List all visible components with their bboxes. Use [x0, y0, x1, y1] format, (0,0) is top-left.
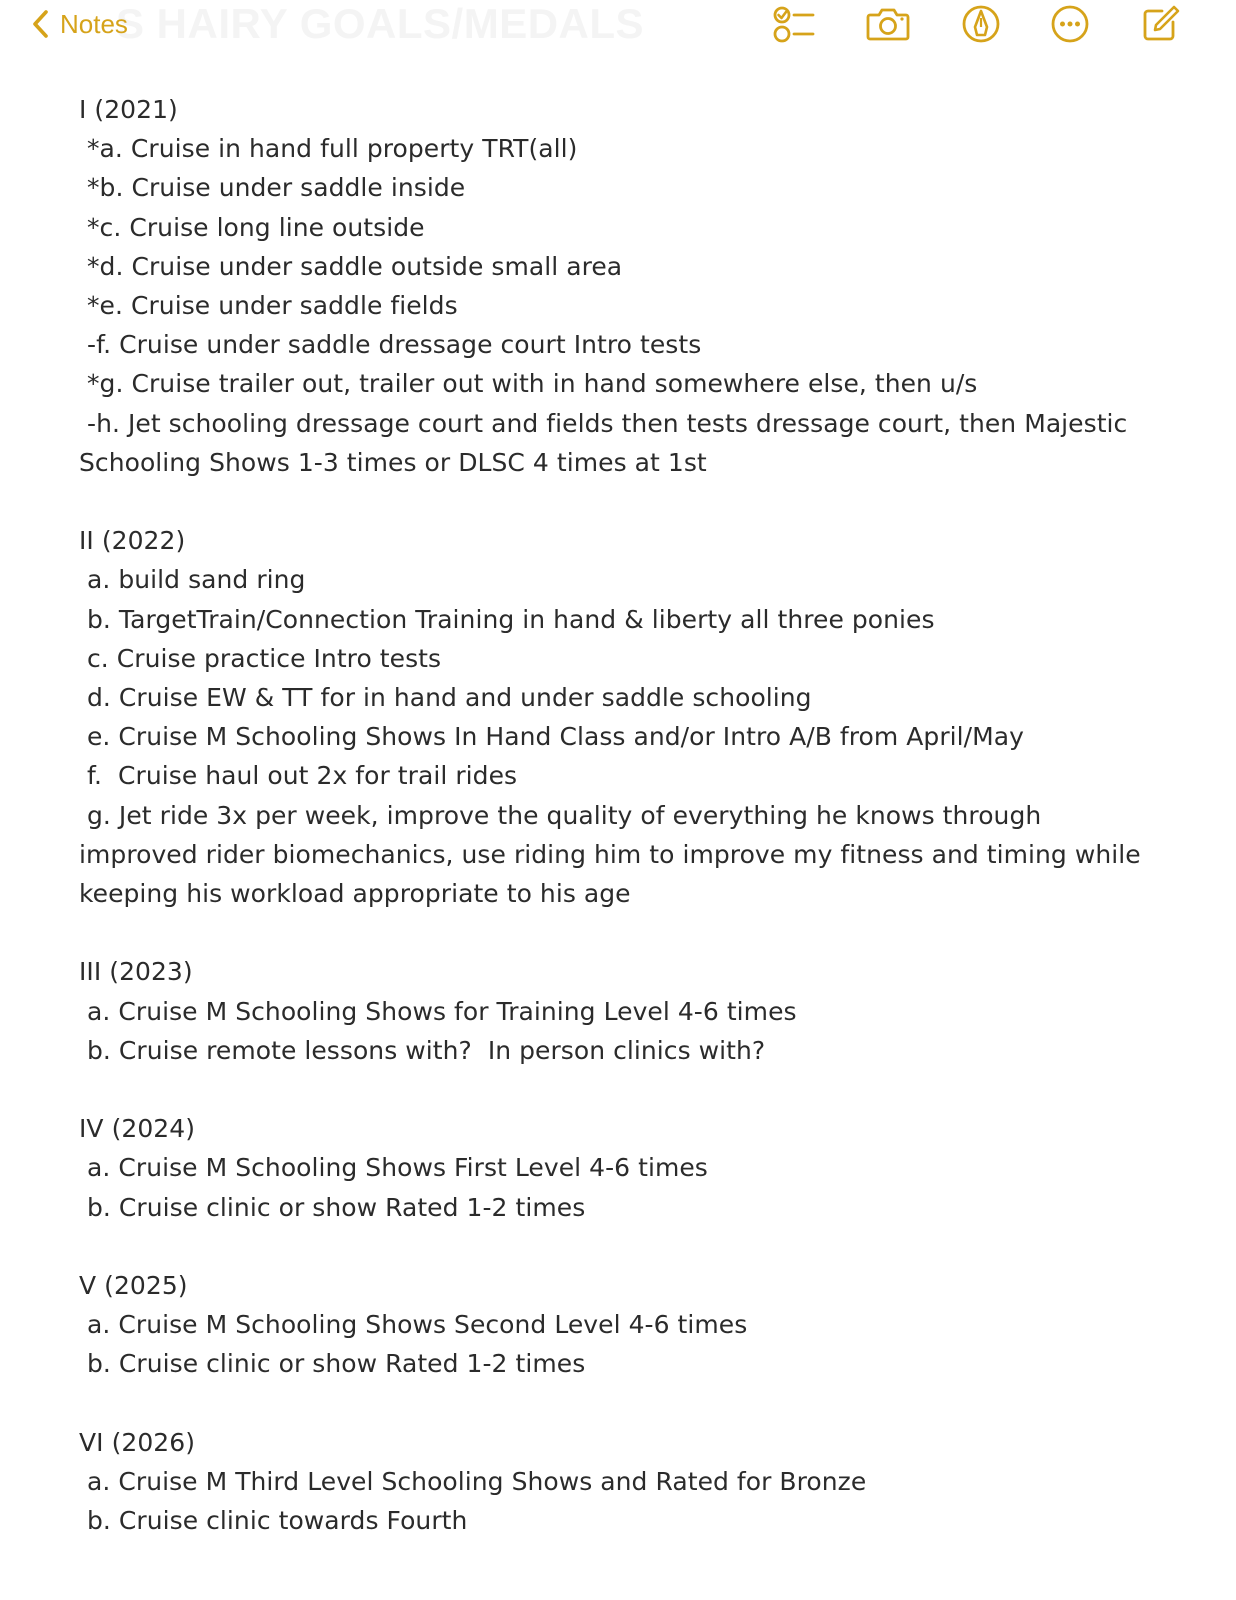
note-line: *d. Cruise under saddle outside small area: [79, 251, 623, 281]
note-line: e. Cruise M Schooling Shows In Hand Class and/or Intro A/B from April/May: [79, 722, 1024, 752]
note-line: b. Cruise clinic or show Rated 1-2 times: [79, 1192, 586, 1222]
note-line: a. Cruise M Schooling Shows for Training Level 4-6 times: [79, 996, 797, 1026]
note-line: c. Cruise practice Intro tests: [79, 643, 442, 673]
note-line: f. Cruise haul out 2x for trail rides: [79, 761, 518, 791]
note-line: *a. Cruise in hand full property TRT(all): [79, 134, 578, 164]
note-line: b. Cruise clinic towards Fourth: [79, 1506, 468, 1536]
note-line: *c. Cruise long line outside: [79, 212, 425, 242]
note-section: [79, 1423, 1159, 1541]
note-line: b. Cruise remote lessons with? In person clinics with?: [79, 1035, 766, 1065]
more-icon: [1049, 3, 1091, 45]
checklist-icon: [771, 4, 817, 44]
faded-note-title: S HAIRY GOALS/MEDALS: [116, 0, 645, 47]
checklist-button[interactable]: [770, 2, 818, 46]
camera-icon: [865, 4, 911, 44]
section-heading: I (2021): [79, 95, 178, 124]
compose-icon: [1138, 3, 1182, 45]
note-line: a. Cruise M Third Level Schooling Shows and Rated for Bronze: [79, 1467, 867, 1497]
note-line: *e. Cruise under saddle fields: [79, 291, 458, 321]
navigation-bar: [0, 0, 1236, 56]
section-heading: III (2023): [79, 957, 193, 987]
note-line: a. Cruise M Schooling Shows Second Level 4-6 times: [79, 1310, 748, 1340]
note-line: g. Jet ride 3x per week, improve the quality of everything he knows through improved rider biomechanics, use riding him to improve my fitness and timing while keeping his workload appropriate to his age: [79, 800, 1149, 909]
note-section: [79, 1266, 1159, 1384]
note-line: b. Cruise clinic or show Rated 1-2 times: [79, 1349, 586, 1379]
note-section: [79, 90, 1159, 482]
note-line: -h. Jet schooling dressage court and fields then tests dressage court, then Majestic Schooling Shows 1-3 times or DLSC 4 times at 1st: [79, 408, 1136, 477]
chevron-left-icon: [28, 6, 54, 42]
section-heading: VI (2026): [79, 1427, 196, 1457]
section-heading: IV (2024): [79, 1114, 196, 1144]
compose-button[interactable]: [1136, 2, 1184, 46]
back-label: Notes: [60, 8, 128, 39]
note-body[interactable]: [79, 90, 1159, 1540]
back-to-notes-button[interactable]: [28, 2, 128, 46]
camera-button[interactable]: [864, 2, 912, 46]
note-line: *g. Cruise trailer out, trailer out with in hand somewhere else, then u/s: [79, 369, 978, 399]
markup-button[interactable]: [957, 2, 1005, 46]
note-line: a. Cruise M Schooling Shows First Level 4-6 times: [79, 1153, 708, 1183]
note-line: *b. Cruise under saddle inside: [79, 173, 466, 203]
note-section: [79, 521, 1159, 913]
note-section: [79, 1109, 1159, 1227]
note-line: -f. Cruise under saddle dressage court Intro tests: [79, 330, 702, 360]
section-heading: V (2025): [79, 1271, 188, 1301]
note-line: b. TargetTrain/Connection Training in hand & liberty all three ponies: [79, 604, 935, 634]
section-heading: II (2022): [79, 526, 186, 556]
note-line: a. build sand ring: [79, 565, 306, 595]
note-section: [79, 952, 1159, 1070]
markup-pen-icon: [960, 3, 1002, 45]
note-line: d. Cruise EW & TT for in hand and under saddle schooling: [79, 683, 812, 713]
more-options-button[interactable]: [1046, 2, 1094, 46]
